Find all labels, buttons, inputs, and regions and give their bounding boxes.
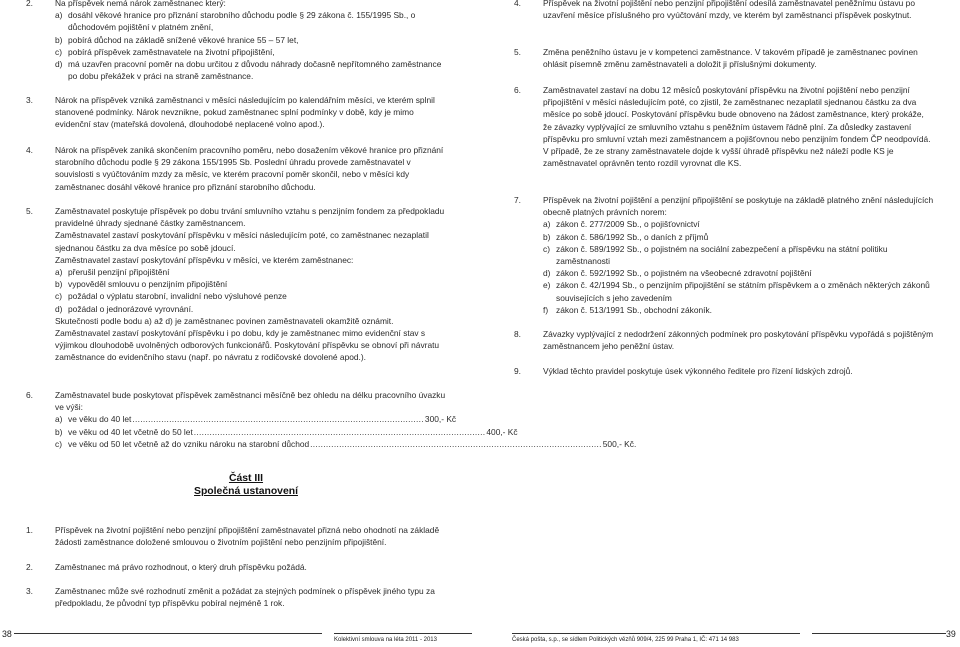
item-text: Změna peněžního ústavu je v kompetenci zaměstnance. V takovém případě je zaměstnanec povinen ohlásit písemně změnu zaměstnavateli a doložit ji příslušnými dokumenty. — [543, 47, 918, 70]
list-item: b) pobírá důchod na základě snížené věkové hranice 55 – 57 let, — [55, 34, 299, 45]
item-number: 5. — [26, 206, 33, 216]
fee-amount: 400,- Kč — [486, 426, 518, 437]
fee-row: a) ve věku do 40 let ............................................................................................................... 300,- Kč — [55, 414, 457, 425]
paragraph: Skutečnosti podle bodu a) až d) je zaměstnanec povinen zaměstnavateli okamžitě oznámit. — [55, 315, 394, 326]
right-item-4 — [514, 0, 934, 21]
item-number: 4. — [514, 0, 521, 8]
item-intro: Příspěvek na životní pojištění a penzijní připojištění se poskytuje na základě platného znění následujících obecně platných právních norem: — [543, 195, 934, 218]
item-text: Nárok na příspěvek zaniká skončením pracovního poměru, nebo dosažením věkové hranice pro přiznání starobního důchodu podle § 29 zákona 155/1995 Sb. Poslední úhradu provede zaměstnavatel v souvislosti s vyúčtováním mzdy za měsíc, ve kterém pracovní poměr skončil, nebo v měsíci kdy zaměstnanec dosáhl věkové hranice pro přiznání starobního důchodu. — [55, 145, 444, 192]
right-item-8 — [514, 328, 934, 352]
leader-dots: ............................................................................................................... — [193, 426, 486, 437]
list-item: c) pobírá příspěvek zaměstnavatele na životní připojištění, — [55, 46, 275, 57]
item-number: 2. — [26, 562, 33, 572]
item-text: Závazky vyplývající z nedodržení zákonných podmínek pro poskytování příspěvku vypořádá s pojištěným zaměstnancem jeho peněžní ústav. — [543, 329, 934, 352]
left-item-2 — [26, 0, 450, 82]
item-text: Zaměstnanec může své rozhodnutí změnit a požádat za stejných podmínek o příspěvek jiného typu za předpokladu, že původní typ příspěvku pobíral nejméně 1 rok. — [55, 586, 435, 609]
list-item: a) dosáhl věkové hranice pro přiznání starobního důchodu podle § 29 zákona č. 155/1995 Sb., o důchodovém pojištění v platném znění, — [55, 10, 416, 33]
item-number: 2. — [26, 0, 33, 8]
list-item: d) zákon č. 592/1992 Sb., o pojistném na všeobecné zdravotní pojištění — [543, 268, 812, 279]
footer-rule-right-end — [812, 633, 946, 634]
footer-rule-left — [14, 633, 322, 634]
list-item: d) požádal o jednorázové vyrovnání. — [55, 303, 194, 314]
item-number: 3. — [26, 586, 33, 596]
right-item-9 — [514, 365, 934, 377]
paragraph: V případě, že ze strany zaměstnavatele dojde k vyšší úhradě příspěvku než náleží podle KS je zaměstnavatel oprávněn tento rozdíl vyrovnat dle KS. — [543, 146, 894, 169]
paragraph: Zaměstnavatel zastaví poskytování příspěvku v měsíci následujícím poté, co zaměstnanec nezaplatil sjednanou částku za dva měsíce po sobě jdoucí. — [55, 230, 429, 253]
item-text: Příspěvek na životní pojištění nebo penzijní připojištění odesílá zaměstnavatel peněžnímu ústavu po uzavření měsíce příslušného pro vyúčtování mzdy, ve kterém byl zaměstnanci příspěvek poskytnut. — [543, 0, 915, 21]
right-item-6 — [514, 84, 934, 169]
item-number: 6. — [26, 390, 33, 400]
item-number: 1. — [26, 525, 33, 535]
leader-dots: ............................................................................................................... — [132, 414, 424, 425]
item-number: 4. — [26, 145, 33, 155]
list-item: f) zákon č. 513/1991 Sb., obchodní zákoník. — [543, 304, 712, 315]
list-item: d) má uzavřen pracovní poměr na dobu určitou z důvodu náhrady dočasně nepřítomného zaměstnance po dobu překážek v práci na straně zaměstnance. — [55, 59, 442, 82]
fee-row: c) ve věku od 50 let včetně až do vzniku nároku na starobní důchod ............................................................................................................... 500,- Kč. — [55, 438, 637, 449]
section-heading — [186, 472, 306, 498]
fee-row: b) ve věku od 40 let včetně do 50 let ............................................................................................................... 400,- Kč — [55, 426, 518, 437]
list-item: c) zákon č. 589/1992 Sb., o pojistném na sociální zabezpečení a příspěvku na státní politiku zaměstnanosti — [543, 243, 888, 267]
page-number-right: 39 — [946, 629, 956, 639]
item-number: 9. — [514, 366, 521, 376]
item-number: 6. — [514, 85, 521, 95]
item-text: Zaměstnanec má právo rozhodnout, o který druh příspěvku požádá. — [55, 562, 307, 572]
item-intro: Zaměstnavatel bude poskytovat příspěvek zaměstnanci měsíčně bez ohledu na délku pracovního úvazku ve výši: — [55, 390, 446, 413]
paragraph: Zaměstnavatel poskytuje příspěvek po dobu trvání smluvního vztahu s penzijním fondem za předpokladu pravidelné úhrady sjednané částky zaměstnancem. — [55, 206, 445, 229]
left-item-4 — [26, 144, 450, 193]
list-item: b) zákon č. 586/1992 Sb., o daních z příjmů — [543, 231, 709, 242]
list-item: b) vypověděl smlouvu o penzijním připojištění — [55, 279, 228, 290]
item-number: 3. — [26, 95, 33, 105]
list-item: a) zákon č. 277/2009 Sb., o pojišťovnictví — [543, 219, 700, 230]
left-item-3 — [26, 94, 450, 131]
list-item: c) požádal o výplatu starobní, invalidní nebo výsluhové penze — [55, 291, 287, 302]
part3-item-3 — [26, 585, 450, 609]
fee-amount: 300,- Kč — [424, 414, 457, 425]
footer-rule-right — [512, 633, 800, 634]
fee-amount: 500,- Kč. — [602, 438, 637, 449]
footer-rule-left-mid — [334, 633, 472, 634]
list-item: a) přerušil penzijní připojištění — [55, 267, 170, 278]
paragraph: Zaměstnavatel zastaví poskytování příspěvku v měsíci, ve kterém zaměstnanec: — [55, 254, 354, 265]
item-number: 8. — [514, 329, 521, 339]
leader-dots: ............................................................................................................... — [310, 438, 602, 449]
list-item: e) zákon č. 42/1994 Sb., o penzijním připojištění se státním příspěvkem a o změnách některých zákonů souvisejících s jeho zavedením — [543, 280, 930, 303]
footer-right-text: Česká pošta, s.p., se sídlem Politických vězňů 909/4, 225 99 Praha 1, IČ: 471 14 983 — [512, 637, 739, 643]
item-number: 7. — [514, 195, 521, 205]
item-text: Nárok na příspěvek vzniká zaměstnanci v měsíci následujícím po kalendářním měsíci, ve kterém splnil stanovené podmínky. Nárok nevznikne, pokud zaměstnanec splní podmínky v době, kdy je mimo evidenční stav (mateřská dovolená, dlouhodobé neplacené volno apod.). — [55, 95, 435, 130]
item-text: Výklad těchto pravidel poskytuje úsek výkonného ředitele pro řízení lidských zdrojů. — [543, 366, 853, 376]
paragraph: Zaměstnavatel zastaví poskytování příspěvku i po dobu, kdy je zaměstnanec mimo evidenční stav s výjimkou dlouhodobě uvolněných odborových funkcionářů. Poskytování příspěvku se obnoví při návratu zaměstnance do evidenčního stavu (např. po návratu z rodičovské dovolené apod.). — [55, 328, 440, 363]
page-number-left: 38 — [2, 629, 12, 639]
right-item-7 — [514, 194, 934, 316]
footer-left-text: Kolektivní smlouva na léta 2011 - 2013 — [334, 637, 437, 643]
part3-item-1 — [26, 524, 450, 548]
section-title: Část III — [228, 473, 264, 484]
part3-item-2 — [26, 561, 450, 573]
left-item-6 — [26, 389, 637, 450]
item-intro: Na příspěvek nemá nárok zaměstnanec který: — [55, 0, 226, 8]
item-text: Příspěvek na životní pojištění nebo penzijní připojištění zaměstnavatel přizná nebo ohodnotí na základě žádosti zaměstnance doložené smlouvou o životním pojištění nebo penzijním připojištění. — [55, 525, 440, 548]
item-number: 5. — [514, 47, 521, 57]
section-subtitle: Společná ustanovení — [194, 486, 298, 497]
left-item-5 — [26, 205, 450, 364]
right-item-5 — [514, 46, 934, 70]
paragraph: Zaměstnavatel zastaví na dobu 12 měsíců poskytování příspěvku na životní pojištění nebo penzijní připojištění v měsíci následujícím poté, co zjistil, že zaměstnanec nezaplatil sjednanou částku za dva měsíce po sobě jdoucí. Poskytování příspěvku bude obnoveno na žádost zaměstnance, který prokáže, že závazky vyplývající ze smluvního vztahu s peněžním ústavem řádně plní. Za důsledky zastavení příspěvku pro smluvní vztah mezi zaměstnancem a pojišťovnou nebo penzijním fondem ČP neodpovídá. — [543, 85, 931, 144]
